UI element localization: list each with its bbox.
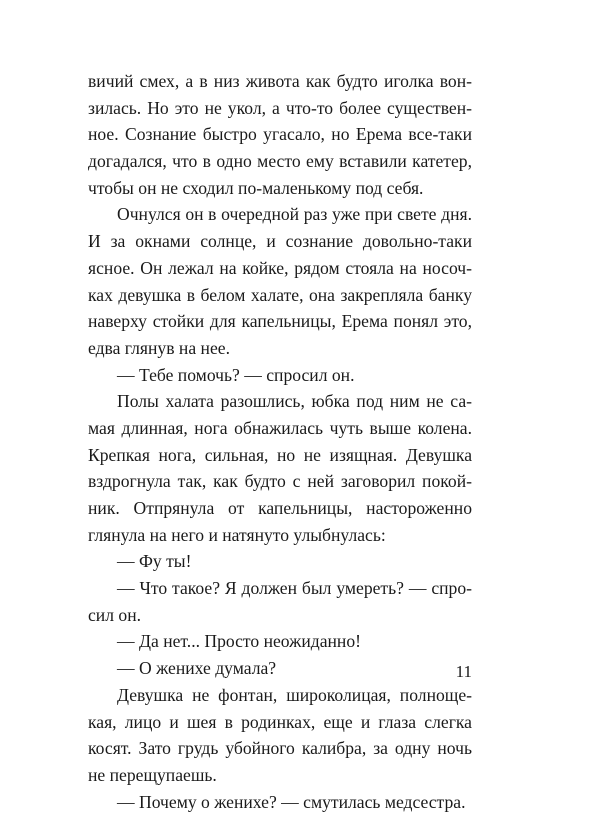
text-line: — О женихе думала? [117,658,277,679]
text-line: догадался, что в одно место ему вставили катетер, [88,151,472,172]
text-line: косят. Зато грудь убойного калибра, за одну ночь [88,738,472,759]
text-line: — Да нет... Просто неожиданно! [117,631,361,652]
text-line: — Тебе помочь? — спросил он. [117,364,355,385]
page-number: 11 [455,662,472,681]
text-line: — Фу ты! [117,551,192,572]
text-line: кая, лицо и шея в родинках, еще и глаза слегка [88,711,472,732]
page-body-text [88,68,472,815]
text-line: — Что такое? Я должен был умереть? — спро- [117,578,472,599]
text-line: наверху стойки для капельницы, Ерема понял это, [88,311,472,332]
text-line: вздрогнула так, как будто с ней заговорил покой- [88,471,472,492]
text-line: мая длинная, нога обнажилась чуть выше колена. [88,417,472,438]
text-line: не перещупаешь. [88,764,217,785]
text-line: зилась. Но это не укол, а что-то более существен- [88,97,472,118]
text-line: чтобы он не сходил по-маленькому под себя. [88,177,424,198]
text-line: ник. Отпрянула от капельницы, настороженно [88,498,472,518]
text-line: едва глянув на нее. [88,337,230,358]
text-line: ное. Сознание быстро угасало, но Ерема все-таки [88,124,472,145]
text-line: И за окнами солнце, и сознание довольно-таки [88,231,472,252]
text-line: глянула на него и натянуто улыбнулась: [88,524,386,545]
text-line: Очнулся он в очередной раз уже при свете дня. [117,204,472,225]
text-line: Девушка не фонтан, широколицая, полноще- [117,684,472,705]
text-line: — Почему о женихе? — смутилась медсестра. [117,791,466,812]
text-line: Полы халата разошлись, юбка под ним не са- [117,391,472,412]
text-line: вичий смех, а в низ живота как будто иголка вон- [88,71,472,91]
text-line: ясное. Он лежал на койке, рядом стояла на носоч- [88,257,472,278]
text-line: Крепкая нога, сильная, но не изящная. Девушка [88,444,472,465]
text-line: сил он. [88,604,142,625]
text-line: ках девушка в белом халате, она закрепляла банку [88,284,472,305]
